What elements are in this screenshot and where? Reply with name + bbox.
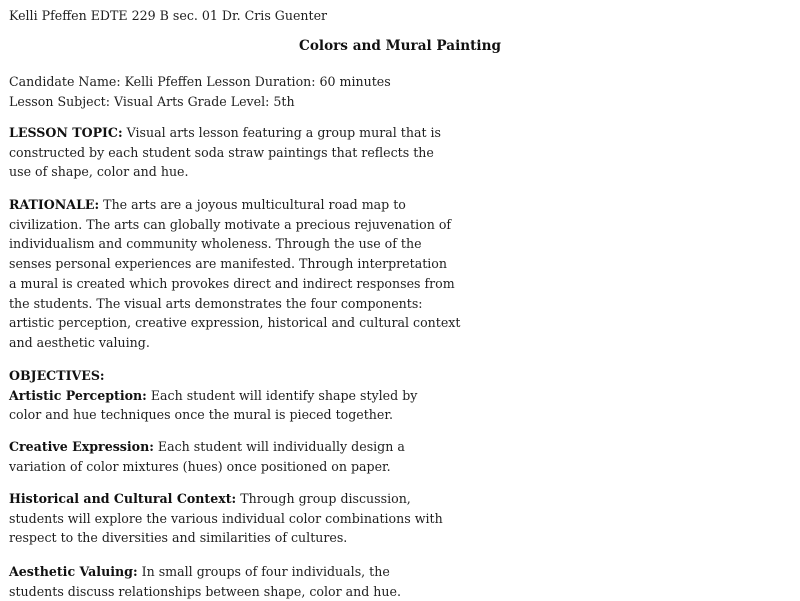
objective-text: In small groups of four individuals, the bbox=[137, 564, 390, 579]
lesson-info-line: Candidate Name: Kelli Pfeffen Lesson Duration: 60 minutes bbox=[9, 74, 391, 89]
objective-creative-expression bbox=[9, 437, 405, 476]
lesson-topic-text: use of shape, color and hue. bbox=[9, 164, 189, 180]
objectives-section bbox=[9, 366, 417, 425]
objective-historical-cultural-context bbox=[9, 489, 443, 548]
lesson-topic-label: LESSON TOPIC: bbox=[9, 125, 123, 140]
rationale-text: the students. The visual arts demonstrates the four components: bbox=[9, 295, 423, 311]
objective-label: Creative Expression: bbox=[9, 439, 154, 454]
rationale-text: a mural is created which provokes direct and indirect responses from bbox=[9, 275, 455, 291]
objective-text: Each student will identify shape styled by bbox=[146, 387, 418, 403]
rationale-label: RATIONALE: bbox=[9, 197, 100, 212]
objectives-heading: OBJECTIVES: bbox=[9, 368, 105, 383]
rationale-text: individualism and community wholeness. Through the use of the bbox=[9, 236, 422, 252]
document-title-text: Colors and Mural Painting bbox=[299, 38, 501, 54]
author-course-line: Kelli Pfeffen EDTE 229 B sec. 01 Dr. Cris Guenter bbox=[9, 8, 328, 23]
objective-label: Artistic Perception: bbox=[9, 387, 147, 403]
lesson-info bbox=[9, 72, 391, 111]
rationale-text: artistic perception, creative expression, historical and cultural context bbox=[9, 315, 461, 331]
rationale-text: civilization. The arts can globally motivate a precious rejuvenation of bbox=[9, 216, 452, 232]
objective-text: color and hue techniques once the mural is pieced together. bbox=[9, 407, 394, 423]
rationale-text: The arts are a joyous multicultural road map to bbox=[99, 197, 406, 212]
objective-text: Each student will individually design a bbox=[153, 439, 405, 454]
lesson-topic-section bbox=[9, 123, 441, 182]
document-title bbox=[0, 38, 800, 54]
objective-label: Aesthetic Valuing: bbox=[9, 564, 138, 579]
objective-text: respect to the diversities and similarities of cultures. bbox=[9, 530, 348, 546]
objective-text: Through group discussion, bbox=[236, 491, 411, 506]
objective-text: students discuss relationships between shape, color and hue. bbox=[9, 583, 401, 599]
objective-aesthetic-valuing bbox=[9, 562, 401, 601]
rationale-section bbox=[9, 195, 460, 353]
lesson-topic-text: Visual arts lesson featuring a group mural that is bbox=[122, 125, 442, 140]
objective-text: variation of color mixtures (hues) once positioned on paper. bbox=[9, 458, 391, 474]
rationale-text: and aesthetic valuing. bbox=[9, 334, 150, 350]
rationale-text: senses personal experiences are manifested. Through interpretation bbox=[9, 256, 447, 272]
lesson-topic-text: constructed by each student soda straw paintings that reflects the bbox=[9, 144, 434, 160]
lesson-info-line: Lesson Subject: Visual Arts Grade Level: 5th bbox=[9, 93, 295, 109]
objective-text: students will explore the various individual color combinations with bbox=[9, 510, 443, 526]
objective-label: Historical and Cultural Context: bbox=[9, 491, 237, 506]
